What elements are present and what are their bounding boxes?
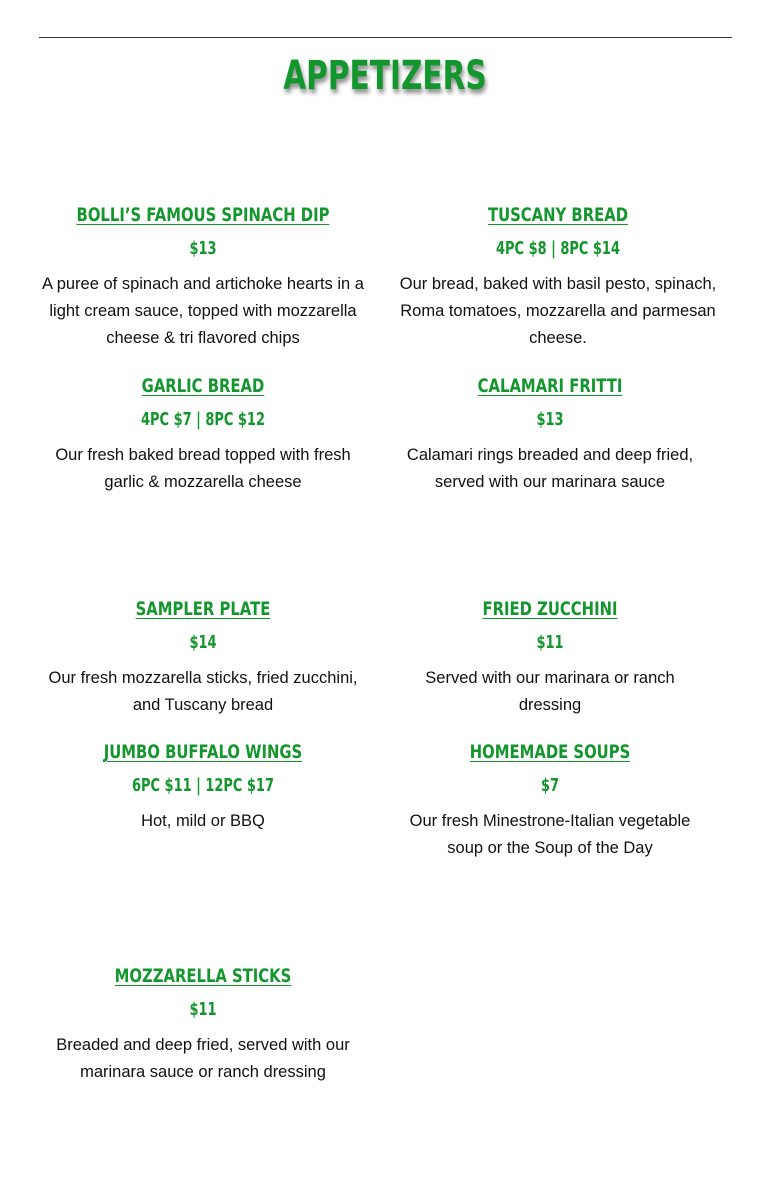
- item-description: A puree of spinach and artichoke hearts in a light cream sauce, topped with mozzarella cheese & tri flavored chips: [42, 275, 364, 347]
- menu-item-garlic-bread: [40, 373, 366, 496]
- menu-item-spinach-dip: [40, 202, 366, 352]
- menu-item-fried-zucchini: [400, 596, 700, 719]
- item-price: $13: [189, 238, 217, 259]
- item-name: FRIED ZUCCHINI: [482, 598, 618, 620]
- item-price: $11: [189, 999, 217, 1020]
- item-name: TUSCANY BREAD: [487, 204, 629, 226]
- item-description: Hot, mild or BBQ: [141, 812, 265, 830]
- menu-item-calamari-fritti: [390, 373, 710, 496]
- item-price: $7: [540, 775, 560, 796]
- item-name: GARLIC BREAD: [141, 375, 265, 397]
- item-description: Our fresh mozzarella sticks, fried zucchini, and Tuscany bread: [48, 669, 358, 714]
- item-description: Our fresh Minestrone-Italian vegetable soup or the Soup of the Day: [409, 812, 691, 857]
- menu-item-mozzarella-sticks: [40, 963, 366, 1086]
- item-price: 6PC $11 | 12PC $17: [132, 775, 274, 796]
- menu-item-tuscany-bread: [390, 202, 726, 352]
- item-price: $14: [189, 632, 217, 653]
- item-name: MOZZARELLA STICKS: [114, 965, 292, 987]
- item-name: HOMEMADE SOUPS: [469, 741, 631, 763]
- item-price: $13: [536, 409, 564, 430]
- menu-item-sampler-plate: [40, 596, 366, 719]
- menu-item-buffalo-wings: [40, 739, 366, 835]
- item-name: JUMBO BUFFALO WINGS: [103, 741, 303, 763]
- item-name: BOLLI’S FAMOUS SPINACH DIP: [76, 204, 330, 226]
- top-divider: [39, 37, 732, 38]
- item-name: CALAMARI FRITTI: [477, 375, 623, 397]
- page-title: APPETIZERS: [283, 53, 487, 99]
- item-description: Calamari rings breaded and deep fried, served with our marinara sauce: [406, 446, 694, 491]
- menu-item-homemade-soups: [390, 739, 710, 862]
- item-name: SAMPLER PLATE: [135, 598, 271, 620]
- item-price: $11: [536, 632, 564, 653]
- item-price: 4PC $8 | 8PC $14: [496, 238, 620, 259]
- item-description: Served with our marinara or ranch dressing: [425, 669, 675, 714]
- item-description: Our fresh baked bread topped with fresh garlic & mozzarella cheese: [55, 446, 351, 491]
- item-price: 4PC $7 | 8PC $12: [141, 409, 265, 430]
- item-description: Our bread, baked with basil pesto, spinach, Roma tomatoes, mozzarella and parmesan cheese.: [399, 275, 717, 347]
- item-description: Breaded and deep fried, served with our marinara sauce or ranch dressing: [56, 1036, 350, 1081]
